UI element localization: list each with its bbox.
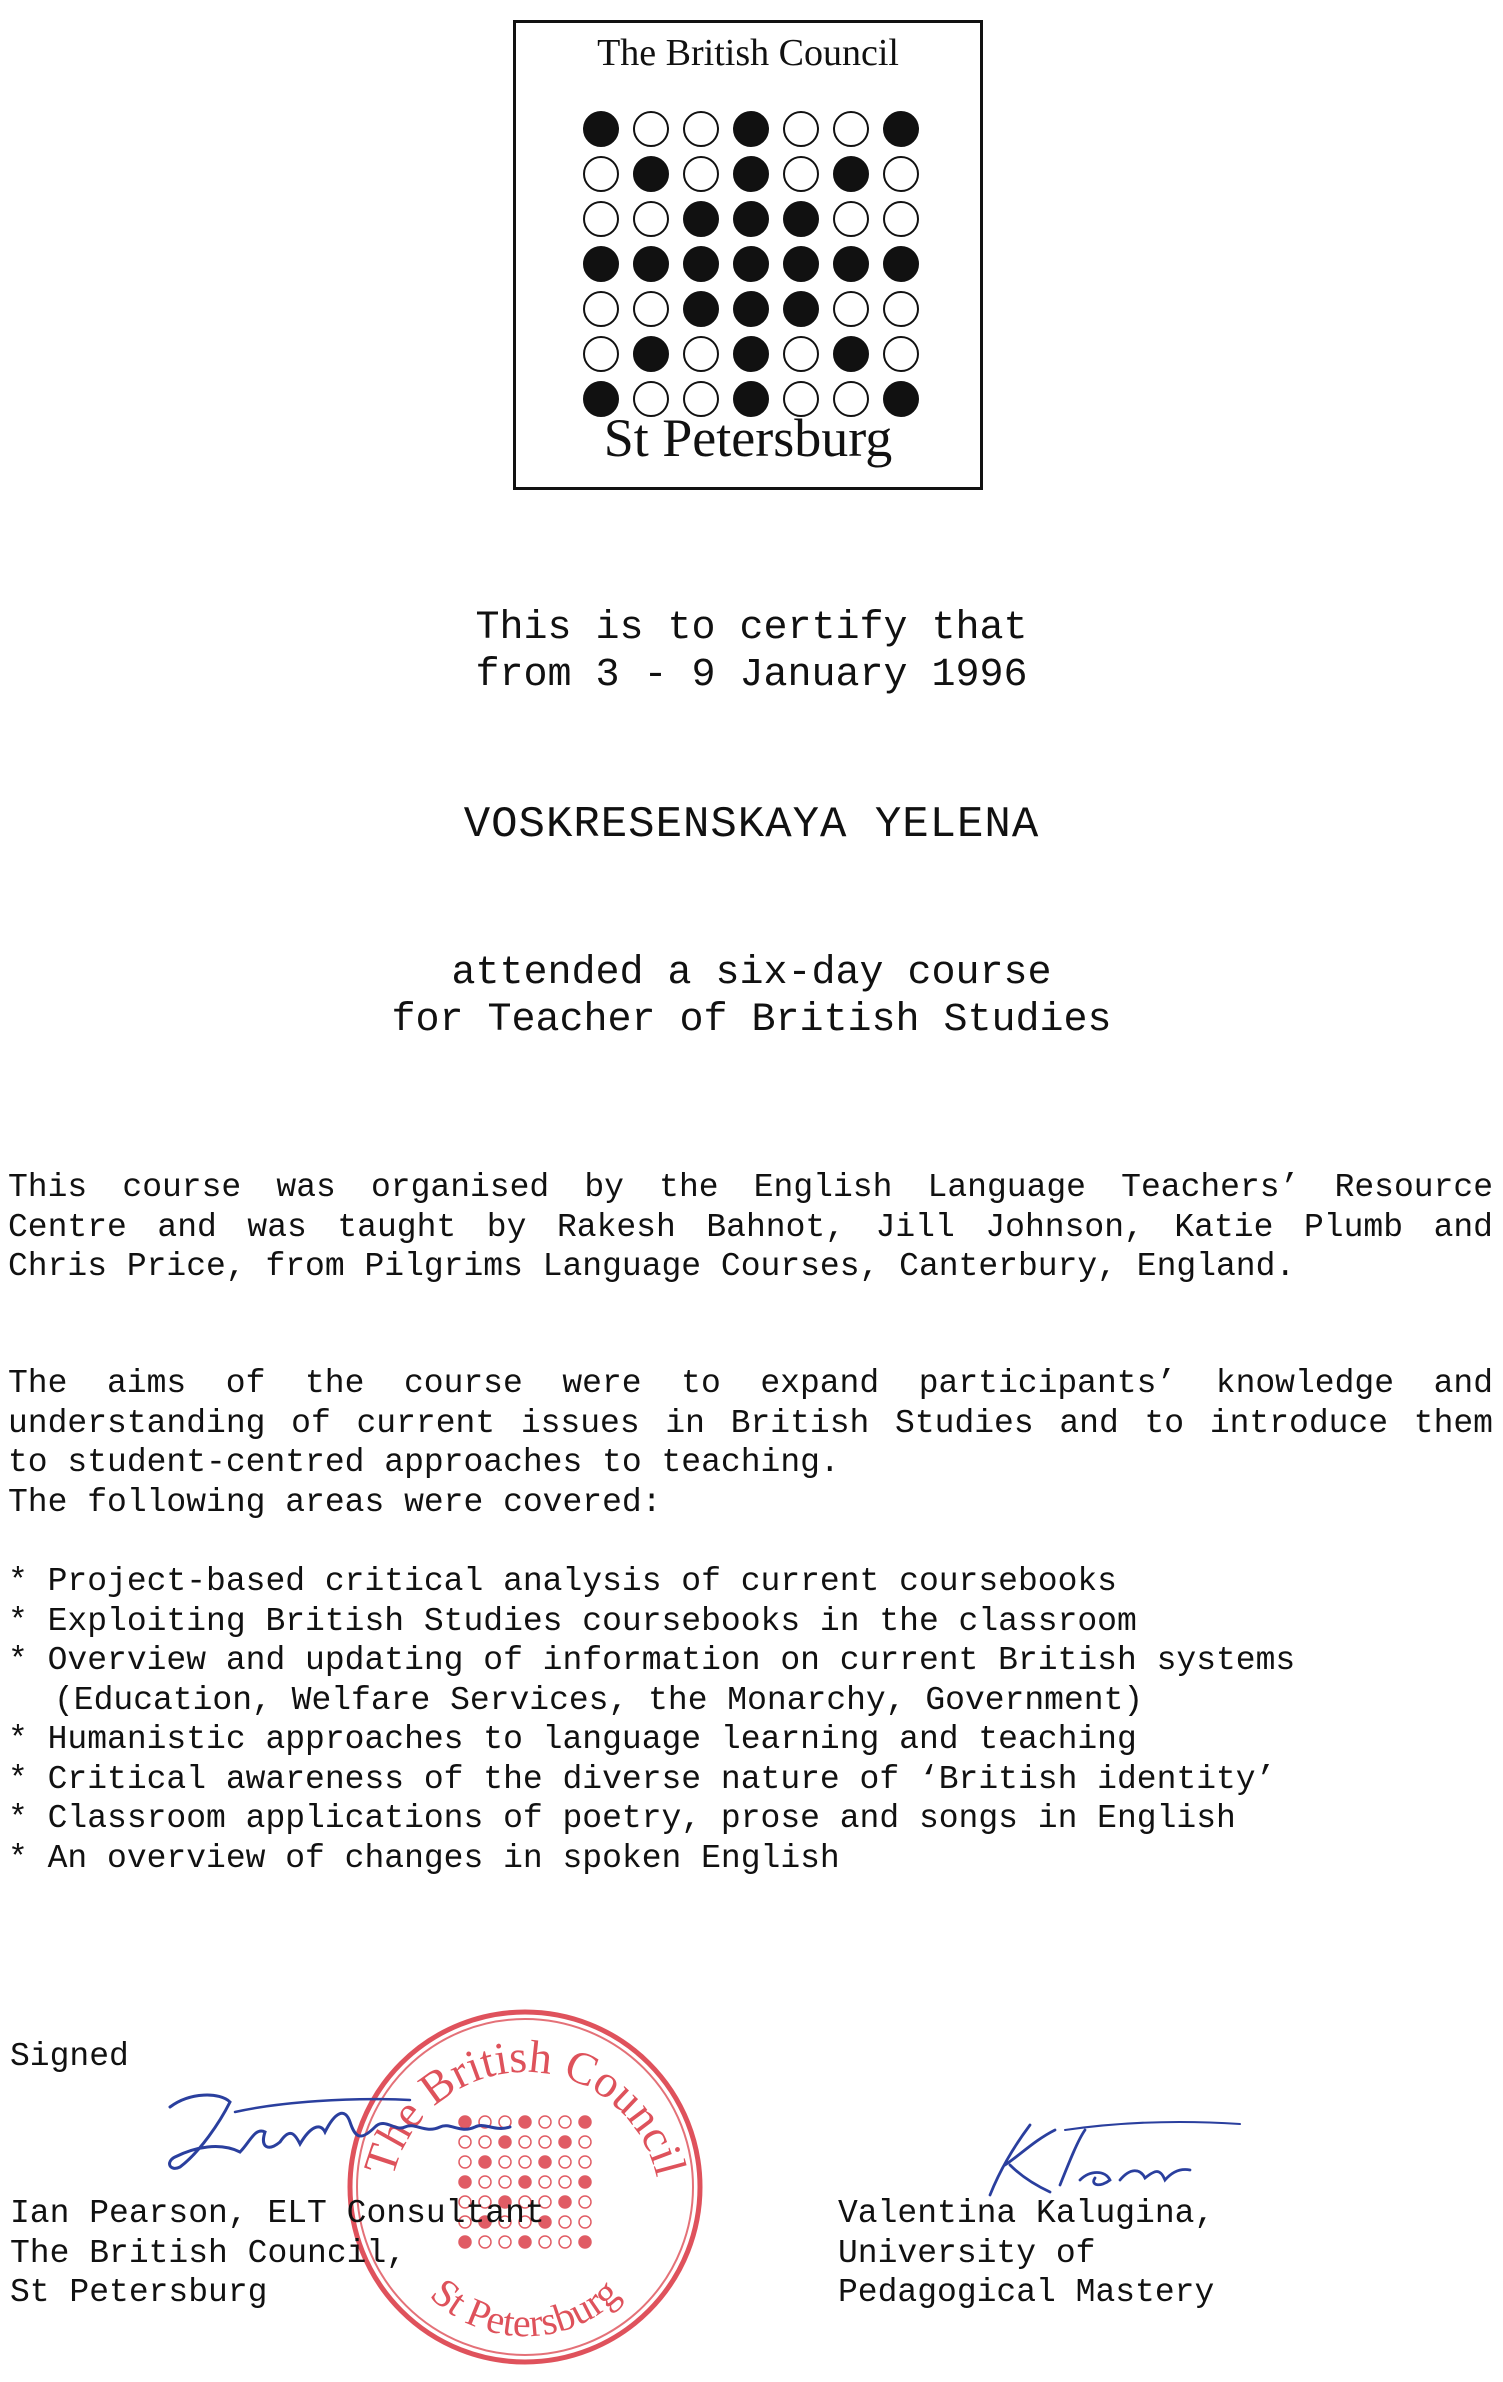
logo-dot-filled (734, 112, 768, 146)
stamp-dot (579, 2156, 591, 2168)
logo-dot-filled (584, 112, 618, 146)
logo-dot-filled (634, 157, 668, 191)
logo-dot-filled (684, 247, 718, 281)
logo-dot-filled (834, 337, 868, 371)
logo-dot-filled (734, 202, 768, 236)
logo-dot-filled (734, 292, 768, 326)
logo-dot-empty (884, 157, 918, 191)
signatory-right-name: Valentina Kalugina, (838, 2195, 1215, 2232)
logo-dot-empty (834, 202, 868, 236)
ian-pearson-signature (150, 2072, 570, 2192)
list-item: * An overview of changes in spoken English (8, 1839, 840, 1877)
logo-dot-empty (684, 112, 718, 146)
stamp-dot (579, 2196, 591, 2208)
certify-statement (0, 605, 1503, 699)
svg-text:The British Council: The British Council (353, 2030, 697, 2181)
list-item: * Critical awareness of the diverse nature of ‘British identity’ (8, 1760, 1276, 1798)
logo-dot-empty (634, 292, 668, 326)
logo-dot-filled (834, 247, 868, 281)
logo-dot-empty (884, 337, 918, 371)
logo-dot-empty (584, 202, 618, 236)
logo-city: St Petersburg (603, 408, 893, 468)
certify-line-1: This is to certify that (475, 606, 1028, 651)
stamp-dot (579, 2236, 591, 2248)
logo-dot-empty (684, 337, 718, 371)
stamp-dot (579, 2136, 591, 2148)
certify-line-2: from 3 - 9 January 1996 (475, 653, 1028, 698)
logo-title: The British Council (597, 32, 899, 74)
list-item: * Project-based critical analysis of current coursebooks (8, 1563, 1117, 1600)
logo-dot-filled (784, 247, 818, 281)
logo-dot-empty (634, 202, 668, 236)
signatory-left (10, 2194, 545, 2313)
logo-dot-empty (784, 157, 818, 191)
logo-dot-empty (834, 292, 868, 326)
logo-dot-empty (684, 157, 718, 191)
logo-dot-empty (834, 112, 868, 146)
course-aims-text: The aims of the course were to expand participants’ knowledge and understanding of current issues in British Studies and to introduce them to student-centred approaches to teaching. (8, 1365, 1493, 1481)
stamp-dot (579, 2116, 591, 2128)
logo-dot-empty (784, 337, 818, 371)
svg-text:St Petersburg: St Petersburg (422, 2269, 628, 2346)
logo-dot-empty (884, 292, 918, 326)
logo-dot-empty (634, 112, 668, 146)
signatory-left-org: The British Council, (10, 2234, 407, 2272)
list-item: * Overview and updating of information on current British systems (8, 1642, 1296, 1679)
logo-dot-empty (784, 112, 818, 146)
list-item-continuation: (Education, Welfare Services, the Monarchy, Government) (54, 1681, 1144, 1719)
logo-dot-filled (734, 157, 768, 191)
logo-dot-filled (784, 292, 818, 326)
stamp-dot (559, 2196, 571, 2208)
recipient-name: VOSKRESENSKAYA YELENA (463, 800, 1040, 850)
logo-dot-filled (884, 112, 918, 146)
stamp-dot (579, 2216, 591, 2228)
signatory-right-org-2: Pedagogical Mastery (838, 2274, 1215, 2311)
logo-dot-filled (584, 247, 618, 281)
logo-dot-empty (584, 337, 618, 371)
logo-dot-empty (584, 292, 618, 326)
logo-dot-filled (884, 247, 918, 281)
signatory-right (838, 2194, 1214, 2313)
logo-dot-filled (734, 247, 768, 281)
covered-areas-list (8, 1562, 1503, 1878)
stamp-dot (579, 2176, 591, 2188)
signatory-left-name: Ian Pearson, ELT Consultant (10, 2195, 545, 2232)
course-line-1: attended a six-day course (451, 951, 1052, 996)
logo-dot-empty (584, 157, 618, 191)
signatory-right-org-1: University of (838, 2234, 1096, 2272)
logo-dot-filled (634, 337, 668, 371)
logo-dot-grid (571, 109, 931, 419)
course-statement (0, 950, 1503, 1044)
stamp-dot (559, 2236, 571, 2248)
signed-label: Signed (10, 2038, 129, 2075)
logo-dot-filled (684, 202, 718, 236)
stamp-dot (559, 2216, 571, 2228)
areas-covered-intro: The following areas were covered: (8, 1483, 662, 1521)
signatory-left-city: St Petersburg (10, 2274, 268, 2311)
logo-dot-filled (634, 247, 668, 281)
course-organisation-paragraph: This course was organised by the English Language Teachers’ Resource Centre and was taught by Rakesh Bahnot, Jill Johnson, Katie Plumb and Chris Price, from Pilgrims Language Courses, Canterbury, England. (8, 1169, 1493, 1285)
logo-dot-filled (834, 157, 868, 191)
logo-dot-filled (684, 292, 718, 326)
logo-dot-filled (734, 337, 768, 371)
logo-dot-filled (784, 202, 818, 236)
list-item: * Classroom applications of poetry, prose and songs in English (8, 1800, 1236, 1837)
british-council-logo (513, 20, 983, 490)
course-aims-paragraph (8, 1364, 1493, 1522)
list-item: * Humanistic approaches to language learning and teaching (8, 1721, 1137, 1758)
list-item: * Exploiting British Studies coursebooks in the classroom (8, 1602, 1137, 1640)
course-line-2: for Teacher of British Studies (391, 998, 1112, 1043)
logo-dot-empty (884, 202, 918, 236)
